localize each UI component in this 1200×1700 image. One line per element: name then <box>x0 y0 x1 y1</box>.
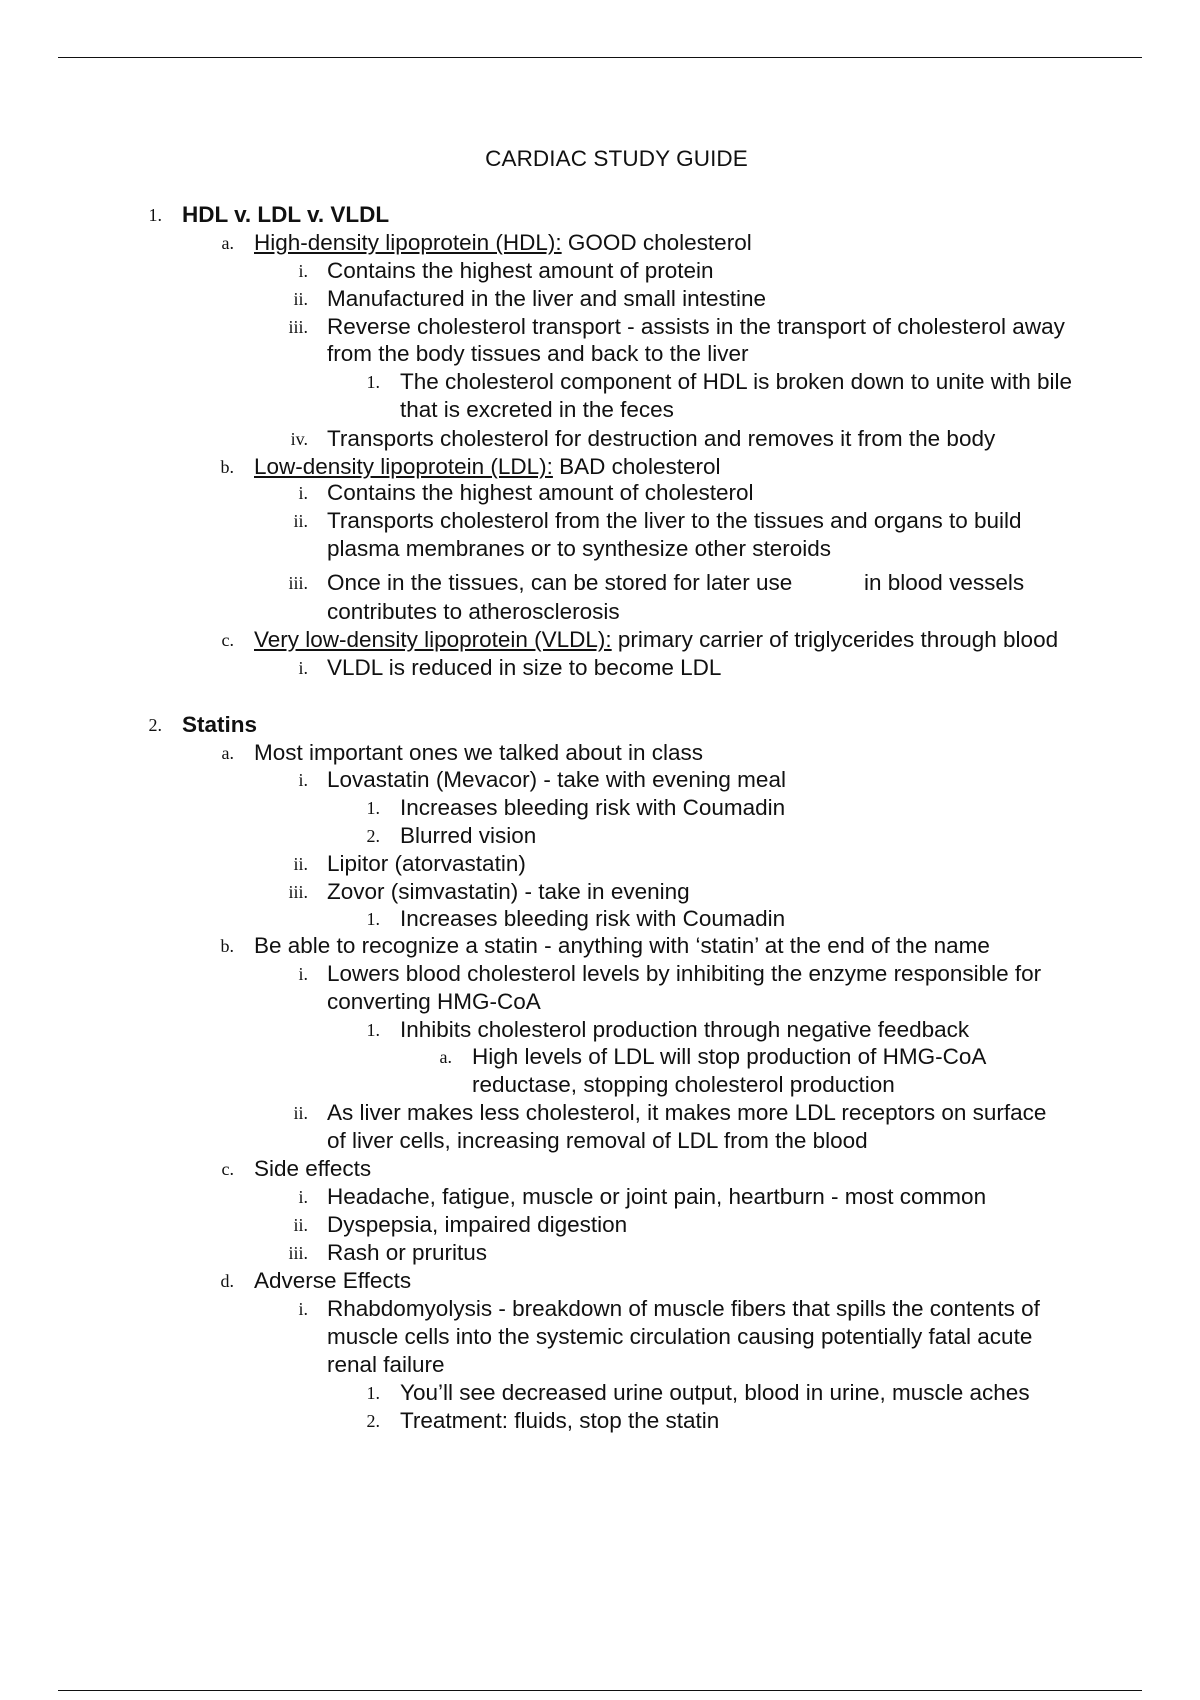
list-marker: 1. <box>366 909 380 929</box>
list-marker: d. <box>220 1271 234 1291</box>
list-marker: 1. <box>366 1020 380 1040</box>
list-item-continuation: that is excreted in the feces <box>400 397 674 422</box>
list-item: Once in the tissues, can be stored for later use <box>327 570 793 595</box>
section-heading-lipoproteins: HDL v. LDL v. VLDL <box>182 202 390 227</box>
list-item: Rhabdomyolysis - breakdown of muscle fibers that spills the contents of <box>327 1296 1040 1321</box>
list-item: Headache, fatigue, muscle or joint pain, heartburn - most common <box>327 1184 987 1209</box>
list-item: Increases bleeding risk with Coumadin <box>400 906 786 931</box>
section-heading-statins: Statins <box>182 712 258 737</box>
list-marker: b. <box>220 936 234 956</box>
list-item <box>254 453 720 481</box>
list-item: You’ll see decreased urine output, blood in urine, muscle aches <box>400 1380 1030 1405</box>
list-marker: i. <box>298 1187 308 1207</box>
list-item-continuation: converting HMG-CoA <box>327 989 541 1014</box>
list-item-continuation: plasma membranes or to synthesize other steroids <box>327 536 831 561</box>
list-item: Be able to recognize a statin - anything with ‘statin’ at the end of the name <box>254 933 990 958</box>
footer-rule <box>58 1690 1142 1691</box>
list-marker: ii. <box>293 854 308 874</box>
list-item: Lovastatin (Mevacor) - take with evening meal <box>327 767 786 792</box>
list-item-continuation: reductase, stopping cholesterol production <box>472 1072 895 1097</box>
list-item-continuation: contributes to atherosclerosis <box>327 599 620 624</box>
list-marker: c. <box>221 630 234 650</box>
list-marker: a. <box>221 233 234 253</box>
list-item: Lipitor (atorvastatin) <box>327 851 526 876</box>
list-item: Rash or pruritus <box>327 1240 488 1265</box>
list-item: VLDL is reduced in size to become LDL <box>327 655 722 680</box>
list-item: Dyspepsia, impaired digestion <box>327 1212 628 1237</box>
list-marker: a. <box>439 1047 452 1067</box>
list-marker: ii. <box>293 1215 308 1235</box>
list-marker: i. <box>298 770 308 790</box>
list-item: The cholesterol component of HDL is broken down to unite with bile <box>400 369 1073 394</box>
list-marker: iii. <box>288 317 308 337</box>
list-marker: 1. <box>366 372 380 392</box>
list-marker: ii. <box>293 1103 308 1123</box>
list-marker: ii. <box>293 289 308 309</box>
header-rule <box>58 57 1142 58</box>
list-marker: i. <box>298 261 308 281</box>
list-marker: c. <box>221 1159 234 1179</box>
list-item-fragment: in blood vessels <box>864 570 1025 595</box>
list-marker: 2. <box>148 715 162 735</box>
list-item: Adverse Effects <box>254 1268 412 1293</box>
list-item-continuation: of liver cells, increasing removal of LDL from the blood <box>327 1128 868 1153</box>
list-marker: i. <box>298 1299 308 1319</box>
list-item: Blurred vision <box>400 823 537 848</box>
list-marker: iii. <box>288 573 308 593</box>
list-marker: 1. <box>366 1383 380 1403</box>
list-item <box>254 229 752 257</box>
list-item: Zovor (simvastatin) - take in evening <box>327 879 690 904</box>
list-marker: 1. <box>148 205 162 225</box>
list-item-continuation: from the body tissues and back to the liver <box>327 341 749 366</box>
list-marker: 2. <box>366 1411 380 1431</box>
list-item-continuation: muscle cells into the systemic circulation causing potentially fatal acute <box>327 1324 1033 1349</box>
list-item: Manufactured in the liver and small intestine <box>327 286 766 311</box>
list-item: Reverse cholesterol transport - assists in the transport of cholesterol away <box>327 314 1065 339</box>
list-item: Increases bleeding risk with Coumadin <box>400 795 786 820</box>
list-item: Treatment: fluids, stop the statin <box>400 1408 720 1433</box>
list-item <box>254 626 1058 654</box>
list-item: As liver makes less cholesterol, it makes more LDL receptors on surface <box>327 1100 1047 1125</box>
page-title: CARDIAC STUDY GUIDE <box>485 146 748 171</box>
list-marker: i. <box>298 964 308 984</box>
list-marker: ii. <box>293 511 308 531</box>
list-item: Transports cholesterol for destruction and removes it from the body <box>327 426 996 451</box>
term-hdl: High-density lipoprotein (HDL): <box>254 230 562 255</box>
definition-text: primary carrier of triglycerides through blood <box>611 627 1059 652</box>
list-marker: b. <box>220 457 234 477</box>
list-item: Contains the highest amount of protein <box>327 258 714 283</box>
term-ldl: Low-density lipoprotein (LDL): <box>254 454 553 479</box>
list-marker: i. <box>298 658 308 678</box>
list-item: Most important ones we talked about in class <box>254 740 703 765</box>
list-item: Contains the highest amount of cholesterol <box>327 480 754 505</box>
list-item: High levels of LDL will stop production of HMG-CoA <box>472 1044 987 1069</box>
list-marker: 2. <box>366 826 380 846</box>
list-marker: a. <box>221 743 234 763</box>
list-item-continuation: renal failure <box>327 1352 445 1377</box>
list-marker: 1. <box>366 798 380 818</box>
list-item: Transports cholesterol from the liver to the tissues and organs to build <box>327 508 1022 533</box>
definition-text: BAD cholesterol <box>552 454 721 479</box>
list-marker: i. <box>298 483 308 503</box>
list-marker: iii. <box>288 882 308 902</box>
list-item: Side effects <box>254 1156 372 1181</box>
term-vldl: Very low-density lipoprotein (VLDL): <box>254 627 612 652</box>
list-item: Inhibits cholesterol production through negative feedback <box>400 1017 970 1042</box>
definition-text: GOOD cholesterol <box>561 230 752 255</box>
list-marker: iv. <box>290 429 308 449</box>
list-item: Lowers blood cholesterol levels by inhibiting the enzyme responsible for <box>327 961 1042 986</box>
list-marker: iii. <box>288 1243 308 1263</box>
